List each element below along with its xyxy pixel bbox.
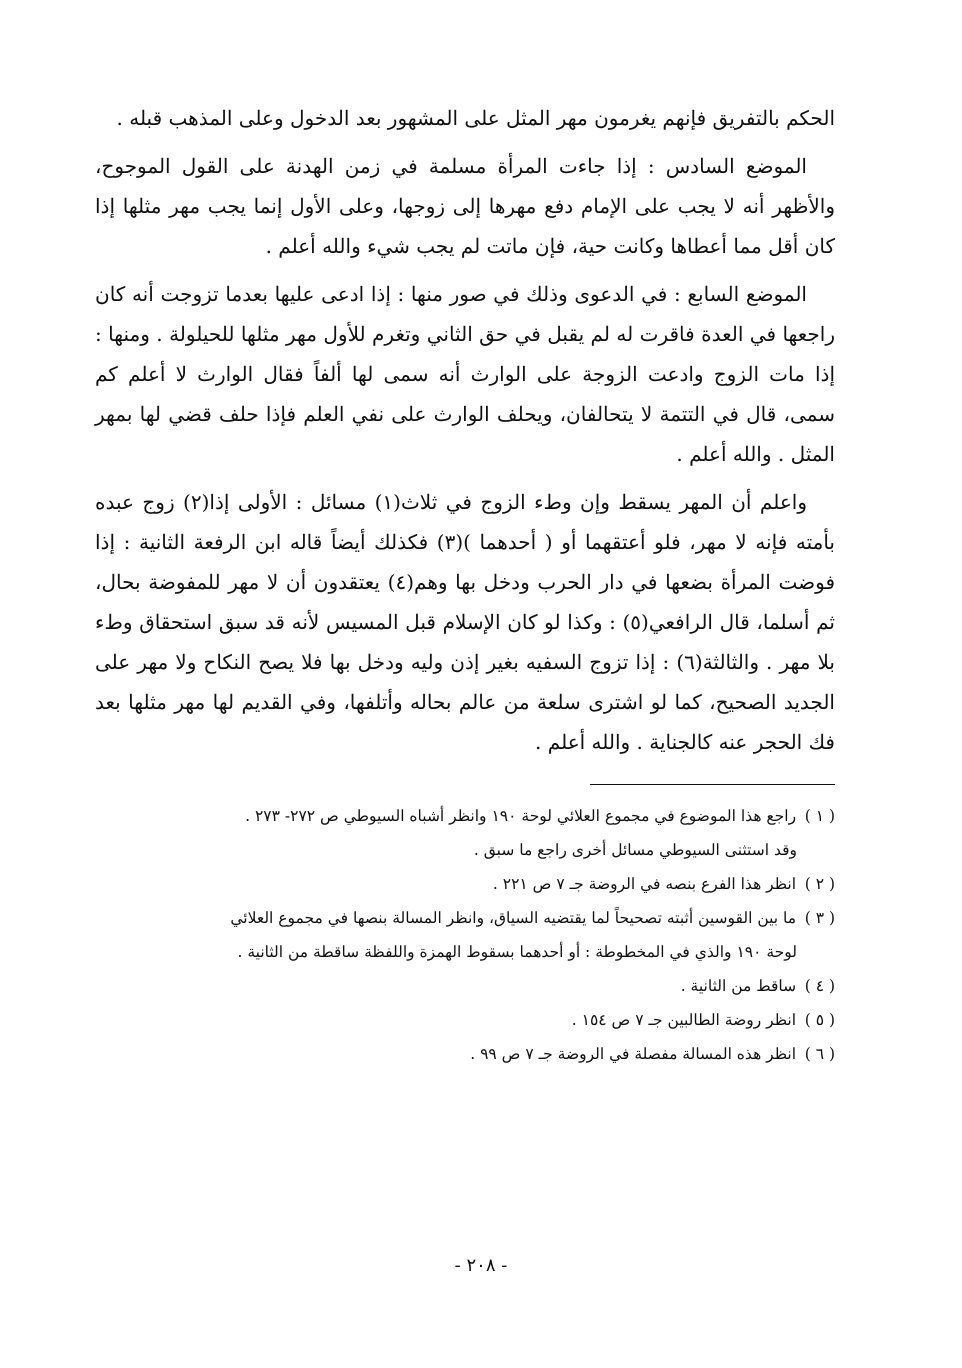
paragraph-1: الحكم بالتفريق فإنهم يغرمون مهر المثل على المشهور بعد الدخول وعلى المذهب قبله . [116,106,835,130]
footnote-number: ( ١ ) [804,807,835,825]
paragraph-2: الموضع السادس : إذا جاءت المرأة مسلمة في زمن الهدنة على القول الموجوح، والأظهر أنه لا يجب على الإمام دفع مهرها إلى زوجها، وعلى الأول إنما يجب مهر مثلها إذا كان أقل مما أعطاها وكانت حية، فإن ماتت لم يجب شيء والله أعلم . [95,154,835,258]
footnote-text: راجع هذا الموضوع في مجموع العلائي لوحة ١٩٠ وانظر أشباه السيوطي ص ٢٧٢- ٢٧٣ . [245,807,797,825]
footnote-5 [95,1003,835,1037]
footnote-number: ( ٢ ) [804,875,835,893]
page-body [95,98,835,1071]
footnote-2 [95,867,835,901]
footnote-1 [95,799,835,867]
page-number: - ٢٠٨ - [454,1255,508,1276]
footnotes [95,799,835,1071]
footnote-text: انظر هذا الفرع بنصه في الروضة جـ ٧ ص ٢٢١ . [492,875,797,893]
footnote-continuation: لوحة ١٩٠ والذي في المخطوطة : أو أحدهما بسقوط الهمزة واللفظة ساقطة من الثانية . [237,943,797,961]
footnote-4 [95,969,835,1003]
footnote-continuation: وقد استثنى السيوطي مسائل أخرى راجع ما سبق . [473,841,797,859]
footnote-text: ساقط من الثانية . [680,977,797,995]
footnote-3 [95,901,835,969]
footnote-number: ( ٣ ) [804,909,835,927]
paragraph-4: واعلم أن المهر يسقط وإن وطء الزوج في ثلاث(١) مسائل : الأولى إذا(٢) زوج عبده بأمته فإنه لا مهر، فلو أعتقهما أو ( أحدهما )(٣) فكذلك أيضاً قاله ابن الرفعة الثانية : إذا فوضت المرأة بضعها في دار الحرب ودخل بها وهم(٤) يعتقدون أن لا مهر للمفوضة بحال، ثم أسلما، قال الرافعي(٥) : وكذا لو كان الإسلام قبل المسيس لأنه قد سبق استحقاق وطء بلا مهر . والثالثة(٦) : إذا تزوج السفيه بغير إذن وليه ودخل بها فلا يصح النكاح ولا مهر على الجديد الصحيح، كما لو اشترى سلعة من عالم بحاله وأتلفها، وفي القديم لها مهر مثلها بعد فك الحجر عنه كالجناية . والله أعلم . [95,490,836,754]
paragraph-3: الموضع السابع : في الدعوى وذلك في صور منها : إذا ادعى عليها بعدما تزوجت أنه كان راجعها في العدة فاقرت له لم يقبل في حق الثاني وتغرم للأول مهر مثلها للحيلولة . ومنها : إذا مات الزوج وادعت الزوجة على الوارث أنه سمى لها ألفاً فقال الوارث لا أعلم كم سمى، قال في التتمة لا يتحالفان، ويحلف الوارث على نفي العلم فإذا حلف قضي لها بمهر المثل . والله أعلم . [95,282,835,466]
footnote-number: ( ٦ ) [804,1045,835,1063]
footnote-separator [590,784,835,785]
footnote-text: ما بين القوسين أثبته تصحيحاً لما يقتضيه السياق، وانظر المسالة بنصها في مجموع العلائي [230,909,797,927]
footnote-number: ( ٤ ) [804,977,835,995]
footnote-text: انظر هذه المسالة مفصلة في الروضة جـ ٧ ص ٩٩ . [470,1045,797,1063]
footnote-text: انظر روضة الطالبين جـ ٧ ص ١٥٤ . [571,1011,797,1029]
footnote-6 [95,1037,835,1071]
footnote-number: ( ٥ ) [804,1011,835,1029]
